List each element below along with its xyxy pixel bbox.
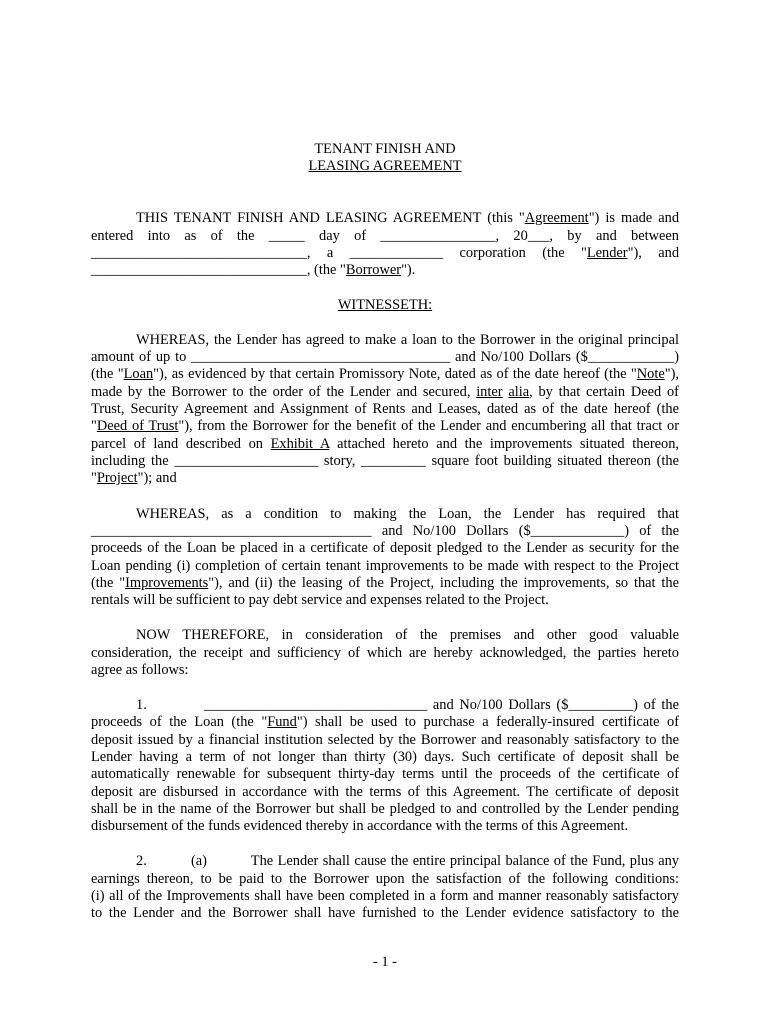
section1-line-7: shall be in the name of the Borrower but shall be pledged to and controlled by the Lender pending [91,801,679,817]
whereas1-text: "); and [137,470,177,486]
term-improvements: Improvements [125,575,209,591]
section1-line-4: Lender having a term of not longer than thirty (30) days. Such certificate of deposit shall be [91,749,679,765]
now-therefore-line-3: agree as follows: [91,662,189,678]
intro-line-1 [136,210,679,227]
whereas1-line-9 [91,470,679,487]
whereas2-line-3: proceeds of the Loan be placed in a certificate of deposit pledged to the Lender as security for the [91,540,679,556]
whereas1-text: attached hereto and the improvements situated thereon, [329,436,679,452]
term-loan: Loan [123,366,154,382]
whereas1-line-2: amount of up to ____________________________________ and No/100 Dollars ($____________) [91,349,679,365]
whereas1-text: parcel of land described on [91,436,271,452]
intro-line-3 [91,245,679,262]
witnesseth-text: WITNESSETH: [337,297,433,313]
whereas1-line-5: Trust, Security Agreement and Assignment of Rents and Leases, dated as of the date hereof (the [91,401,679,417]
whereas2-line-6: rentals will be sufficient to pay debt service and expenses related to the Project. [91,592,549,608]
whereas1-text: made by the Borrower to the order of the Lender and secured, [91,384,477,400]
section2-line-3: (i) all of the Improvements shall have been completed in a form and manner reasonably satisfactory [91,888,679,904]
section1-text: ") shall be used to purchase a federally-insured certificate of [296,714,680,730]
term-inter: inter [476,384,503,400]
now-therefore-line-2: consideration, the receipt and sufficiency of which are hereby acknowledged, the parties hereto [91,645,679,661]
term-alia: alia [508,384,530,400]
intro-line-2: entered into as of the _____ day of ________________, 20___, by and between [91,228,679,244]
section2-line-4: to the Lender and the Borrower shall have furnished to the Lender evidence satisfactory to the [91,905,679,921]
section1-line-3: deposit issued by a financial institution selected by the Borrower and reasonably satisfactory to the [91,732,679,748]
term-borrower: Borrower [345,262,402,278]
section1-text: proceeds of the Loan (the " [91,714,268,730]
whereas1-text: " [91,418,97,434]
whereas1-line-8: including the ____________________ story, _________ square foot building situated thereon (the [91,453,679,469]
whereas1-text: "), from the Borrower for the benefit of the Lender and encumbering all that tract or [178,418,679,434]
section2-line-2: earnings thereon, to be paid to the Borrower upon the satisfaction of the following conditions: [91,871,679,887]
whereas1-text: "), [664,366,679,382]
section1-line-1: 1. _______________________________ and No/100 Dollars ($_________) of the [136,697,679,713]
whereas2-line-1: WHEREAS, as a condition to making the Loan, the Lender has required that [136,506,679,522]
whereas2-line-2: _______________________________________ and No/100 Dollars ($_____________) of the [91,523,679,539]
whereas1-line-3 [91,366,679,383]
term-exhibit-a: Exhibit A [270,436,330,452]
whereas1-line-7 [91,436,679,453]
term-note: Note [636,366,665,382]
intro-text: ______________________________, a _____________ corporation (the " [91,245,587,261]
section1-line-2 [91,714,679,731]
term-fund: Fund [267,714,297,730]
section1-line-5: automatically renewable for subsequent thirty-day terms until the proceeds of the certificate of [91,766,679,782]
section1-line-6: deposit are disbursed in accordance with the terms of this Agreement. The certificate of deposit [91,784,679,800]
intro-text: "), and [627,245,680,261]
intro-text: "). [401,262,416,278]
whereas1-text: , by that certain Deed of [529,384,679,400]
page-number: - 1 - [373,954,397,970]
term-project: Project [96,470,138,486]
section1-line-8: disbursement of the funds evidenced thereby in accordance with the terms of this Agreement. [91,818,629,834]
term-deed-of-trust: Deed of Trust [96,418,179,434]
intro-line-4 [91,262,679,279]
intro-text: ") is made and [588,210,680,226]
whereas1-text: "), as evidenced by that certain Promissory Note, dated as of the date hereof (the " [153,366,637,382]
witnesseth-heading [0,297,770,314]
whereas1-text: " [91,470,97,486]
term-agreement: Agreement [524,210,589,226]
whereas2-text: (the " [91,575,126,591]
now-therefore-line-1: NOW THEREFORE, in consideration of the premises and other good valuable [136,627,679,643]
section2-line-1: 2. (a) The Lender shall cause the entire principal balance of the Fund, plus any [136,853,679,869]
document-title-line-1: TENANT FINISH AND [314,141,456,157]
whereas1-line-4 [91,384,679,401]
term-lender: Lender [586,245,628,261]
document-title-line-2 [0,158,770,175]
document-title-line-2-text: LEASING AGREEMENT [308,158,462,174]
whereas2-text: "), and (ii) the leasing of the Project, including the improvements, so that the [208,575,679,591]
whereas1-text: (the " [91,366,124,382]
whereas2-line-5 [91,575,679,592]
intro-text: ______________________________, (the " [91,262,346,278]
whereas1-line-6 [91,418,679,435]
whereas2-line-4: Loan pending (i) completion of certain tenant improvements to be made with respect to the Project [91,558,679,574]
intro-text: THIS TENANT FINISH AND LEASING AGREEMENT (this " [136,210,525,226]
whereas1-line-1: WHEREAS, the Lender has agreed to make a loan to the Borrower in the original principal [136,332,679,348]
